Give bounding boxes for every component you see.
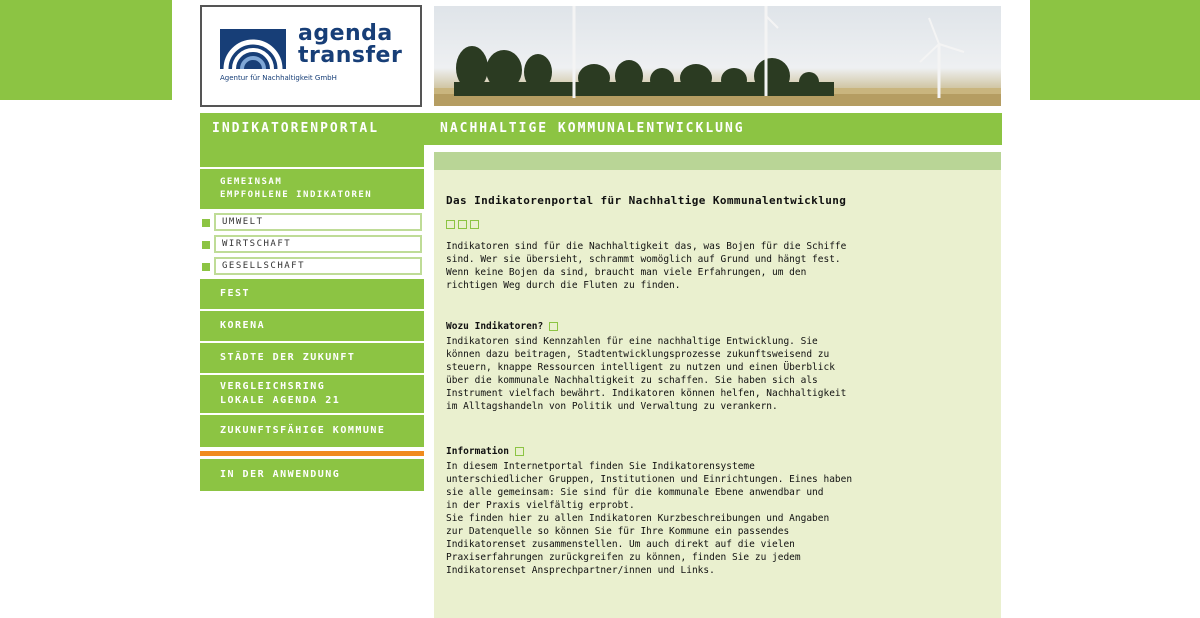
sidebar-item-korena[interactable] [200, 311, 424, 341]
logo-text-agenda: agenda [298, 21, 393, 46]
sidebar-item-label: LOKALE AGENDA 21 [220, 395, 341, 406]
sidebar-subitem-gesellschaft[interactable] [200, 257, 424, 277]
section-heading-text: Wozu Indikatoren? [446, 321, 544, 332]
sidebar-item-vergleichsring[interactable] [200, 375, 424, 413]
main-content [434, 170, 1001, 618]
sidebar-subitem-label: UMWELT [214, 213, 422, 231]
sidebar-subitem-wirtschaft[interactable] [200, 235, 424, 255]
section-wozu-paragraph [446, 335, 986, 413]
sidebar-subitem-label: WIRTSCHAFT [214, 235, 422, 253]
text-line: Indikatoren sind für die Nachhaltigkeit das, was Bojen für die Schiffe [446, 241, 847, 252]
sidebar-item-label: EMPFOHLENE INDIKATOREN [220, 190, 373, 200]
text-line: richtigen Weg durch die Fluten zu finden. [446, 280, 681, 291]
text-line: Indikatorenset Ansprechpartner/innen und Links. [446, 565, 715, 576]
text-line: Indikatorenset zusammenstellen. Um auch direkt auf die vielen [446, 539, 795, 550]
sidebar-subitem-label: GESELLSCHAFT [214, 257, 422, 275]
section-information-paragraph [446, 460, 986, 577]
text-line: Indikatoren sind Kennzahlen für eine nachhaltige Entwicklung. Sie [446, 336, 818, 347]
sidebar-item-staedte-der-zukunft[interactable] [200, 343, 424, 373]
square-icon[interactable] [470, 220, 479, 229]
left-green-band [0, 0, 172, 100]
text-line: in der Praxis vielfältig erprobt. [446, 500, 635, 511]
text-line: über die kommunale Nachhaltigkeit zu schaffen. Sie haben sich als [446, 375, 818, 386]
text-line: sind. Wer sie übersieht, schrammt womöglich auf Grund und hängt fest. [446, 254, 841, 265]
sidebar-subitem-umwelt[interactable] [200, 213, 424, 233]
sidebar-item-label: IN DER ANWENDUNG [220, 469, 341, 480]
sidebar-item-label: STÄDTE DER ZUKUNFT [220, 352, 356, 363]
header-photo [434, 6, 1001, 106]
sidebar-item-label: FEST [220, 288, 251, 299]
font-size-controls [446, 214, 482, 233]
page-title: Das Indikatorenportal für Nachhaltige Kommunalentwicklung [446, 194, 847, 207]
sidebar-item-in-der-anwendung[interactable] [200, 459, 424, 491]
text-line: sie alle gemeinsam: Sie sind für die kommunale Ebene anwendbar und [446, 487, 824, 498]
bullet-icon [202, 241, 210, 249]
square-icon[interactable] [515, 447, 524, 456]
text-line: steuern, knappe Ressourcen intelligent zu nutzen und einen Überblick [446, 362, 835, 373]
logo-tagline: Agentur für Nachhaltigkeit GmbH [220, 74, 337, 82]
text-line: Wenn keine Bojen da sind, braucht man viele Erfahrungen, um den [446, 267, 807, 278]
sidebar-item-fest[interactable] [200, 279, 424, 309]
sidebar-item-empfohlene-indikatoren[interactable] [200, 169, 424, 209]
square-icon[interactable] [446, 220, 455, 229]
square-icon[interactable] [549, 322, 558, 331]
section-heading-information [446, 446, 527, 457]
sidebar-item-label: VERGLEICHSRING [220, 381, 326, 392]
section-heading-wozu [446, 321, 561, 332]
orange-divider [200, 451, 424, 456]
sidebar-item-label: ZUKUNFTSFÄHIGE KOMMUNE [220, 425, 386, 436]
intro-paragraph [446, 240, 986, 292]
logo[interactable] [200, 5, 422, 107]
sidebar-item-zukunftsfaehige-kommune[interactable] [200, 415, 424, 447]
logo-text-transfer: transfer [298, 43, 403, 68]
text-line: zur Datenquelle so können Sie für Ihre Kommune ein passendes [446, 526, 790, 537]
portal-title: INDIKATORENPORTAL [212, 121, 380, 136]
bullet-icon [202, 263, 210, 271]
text-line: können dazu beitragen, Stadtentwicklungsprozesse zukunftsweisend zu [446, 349, 830, 360]
sidebar-item-label: GEMEINSAM [220, 177, 283, 187]
text-line: In diesem Internetportal finden Sie Indikatorensysteme [446, 461, 755, 472]
text-line: im Alltagshandeln von Politik und Verwaltung zu verankern. [446, 401, 778, 412]
portal-header-bar [200, 113, 1002, 145]
right-green-band [1030, 0, 1200, 100]
sidebar-spacer [200, 145, 424, 167]
bullet-icon [202, 219, 210, 227]
content-top-strip [434, 152, 1001, 170]
portal-subtitle: NACHHALTIGE KOMMUNALENTWICKLUNG [440, 121, 745, 136]
wind-turbine-landscape-image [434, 6, 1001, 106]
logo-arch-icon [220, 29, 286, 69]
text-line: Praxiserfahrungen zurückgreifen zu können, finden Sie zu jedem [446, 552, 801, 563]
section-heading-text: Information [446, 446, 509, 457]
sidebar-item-label: KORENA [220, 320, 266, 331]
text-line: Instrument vielfach bewährt. Indikatoren können helfen, Nachhaltigkeit [446, 388, 847, 399]
text-line: Sie finden hier zu allen Indikatoren Kurzbeschreibungen und Angaben [446, 513, 830, 524]
square-icon[interactable] [458, 220, 467, 229]
text-line: unterschiedlicher Gruppen, Institutionen und Einrichtungen. Eines haben [446, 474, 853, 485]
